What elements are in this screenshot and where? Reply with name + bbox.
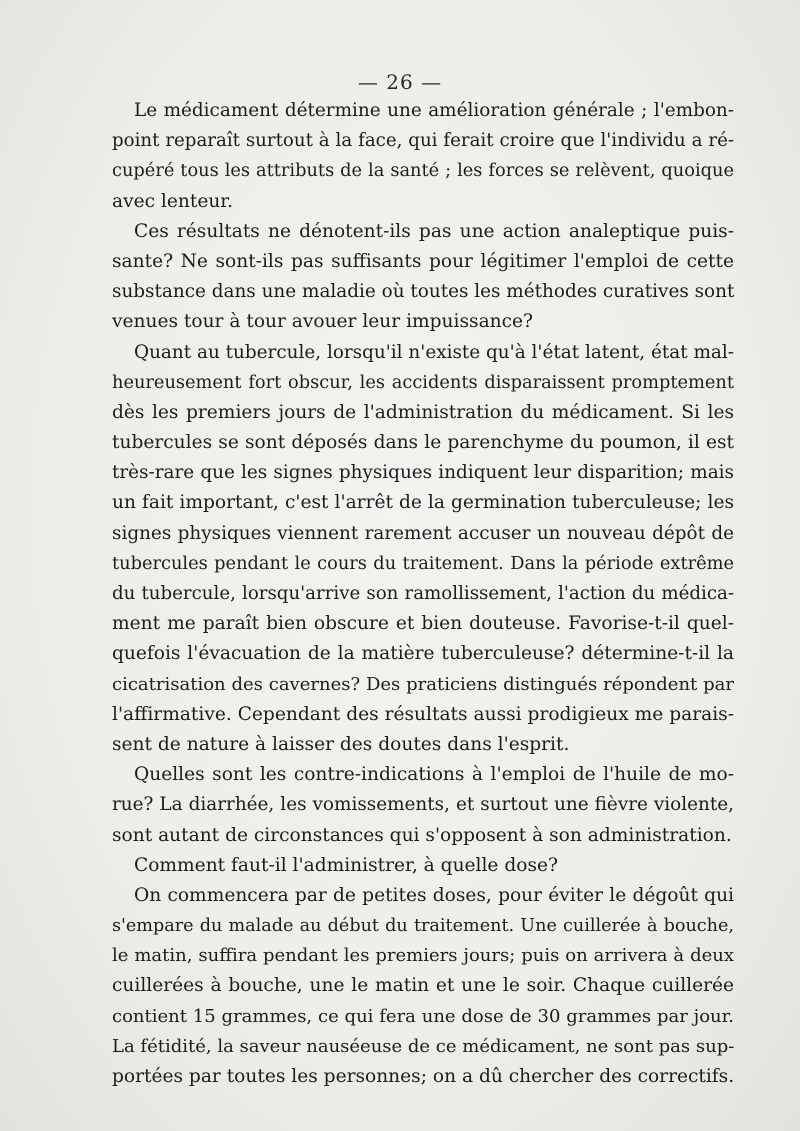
text-line: substance dans une maladie où toutes les méthodes curatives sont [112,281,735,303]
text-line: Comment faut-il l'administrer, à quelle dose? [134,854,558,876]
text-line: cuillerées à bouche, une le matin et une le soir. Chaque cuillerée [112,975,734,997]
page-number: — 26 — [357,70,443,94]
text-line: rue? La diarrhée, les vomissements, et surtout une fièvre violente, [112,794,734,816]
text-line: On commencera par de petites doses, pour éviter le dégoût qui [134,884,734,906]
text-line: s'empare du malade au début du traitement. Une cuillerée à bouche, [112,916,734,937]
text-line: le matin, suffira pendant les premiers jours; puis on arrivera à deux [112,945,734,967]
text-line: dès les premiers jours de l'administration du médicament. Si les [112,401,734,423]
text-line: point reparaît surtout à la face, qui ferait croire que l'individu a ré- [112,130,734,152]
text-line: Quelles sont les contre-indications à l'emploi de l'huile de mo- [134,764,734,786]
text-line: cicatrisation des cavernes? Des praticiens distingués répondent par [112,673,734,695]
text-line: un fait important, c'est l'arrêt de la germination tuberculeuse; les [112,492,734,514]
text-line: ment me paraît bien obscure et bien douteuse. Favorise-t-il quel- [112,613,734,635]
text-line: contient 15 grammes, ce qui fera une dose de 30 grammes par jour. [112,1005,734,1027]
text-line: Le médicament détermine une amélioration générale ; l'embon- [134,100,734,121]
text-line: l'affirmative. Cependant des résultats aussi prodigieux me parais- [112,703,734,725]
text-line: quefois l'évacuation de la matière tuberculeuse? détermine-t-il la [112,643,734,665]
text-line: tubercules pendant le cours du traitement. Dans la période extrême [112,552,734,574]
text-line: sent de nature à laisser des doutes dans l'esprit. [112,733,570,755]
text-line: avec lenteur. [112,190,234,212]
text-line: très-rare que les signes physiques indiquent leur disparition; mais [112,462,734,484]
text-line: signes physiques viennent rarement accuser un nouveau dépôt de [112,522,734,544]
body-text [112,96,734,1092]
text-line: sante? Ne sont-ils pas suffisants pour légitimer l'emploi de cette [112,250,734,272]
text-line: heureusement fort obscur, les accidents disparaissent promptement [112,371,734,393]
text-line: Quant au tubercule, lorsqu'il n'existe qu'à l'état latent, état mal- [134,341,734,363]
text-line: Ces résultats ne dénotent-ils pas une action analeptique puis- [134,220,734,242]
text-line: La fétidité, la saveur nauséeuse de ce médicament, ne sont pas sup- [112,1035,735,1057]
text-line: cupéré tous les attributs de la santé ; les forces se relèvent, quoique [112,160,734,182]
text-line: sont autant de circonstances qui s'opposent à son administration. [112,824,732,846]
text-line: portées par toutes les personnes; on a dû chercher des correctifs. [112,1066,735,1087]
text-line: tubercules se sont déposés dans le parenchyme du poumon, il est [112,432,734,454]
text-line: du tubercule, lorsqu'arrive son ramollissement, l'action du médica- [112,583,734,604]
text-line: venues tour à tour avouer leur impuissance? [112,311,534,333]
